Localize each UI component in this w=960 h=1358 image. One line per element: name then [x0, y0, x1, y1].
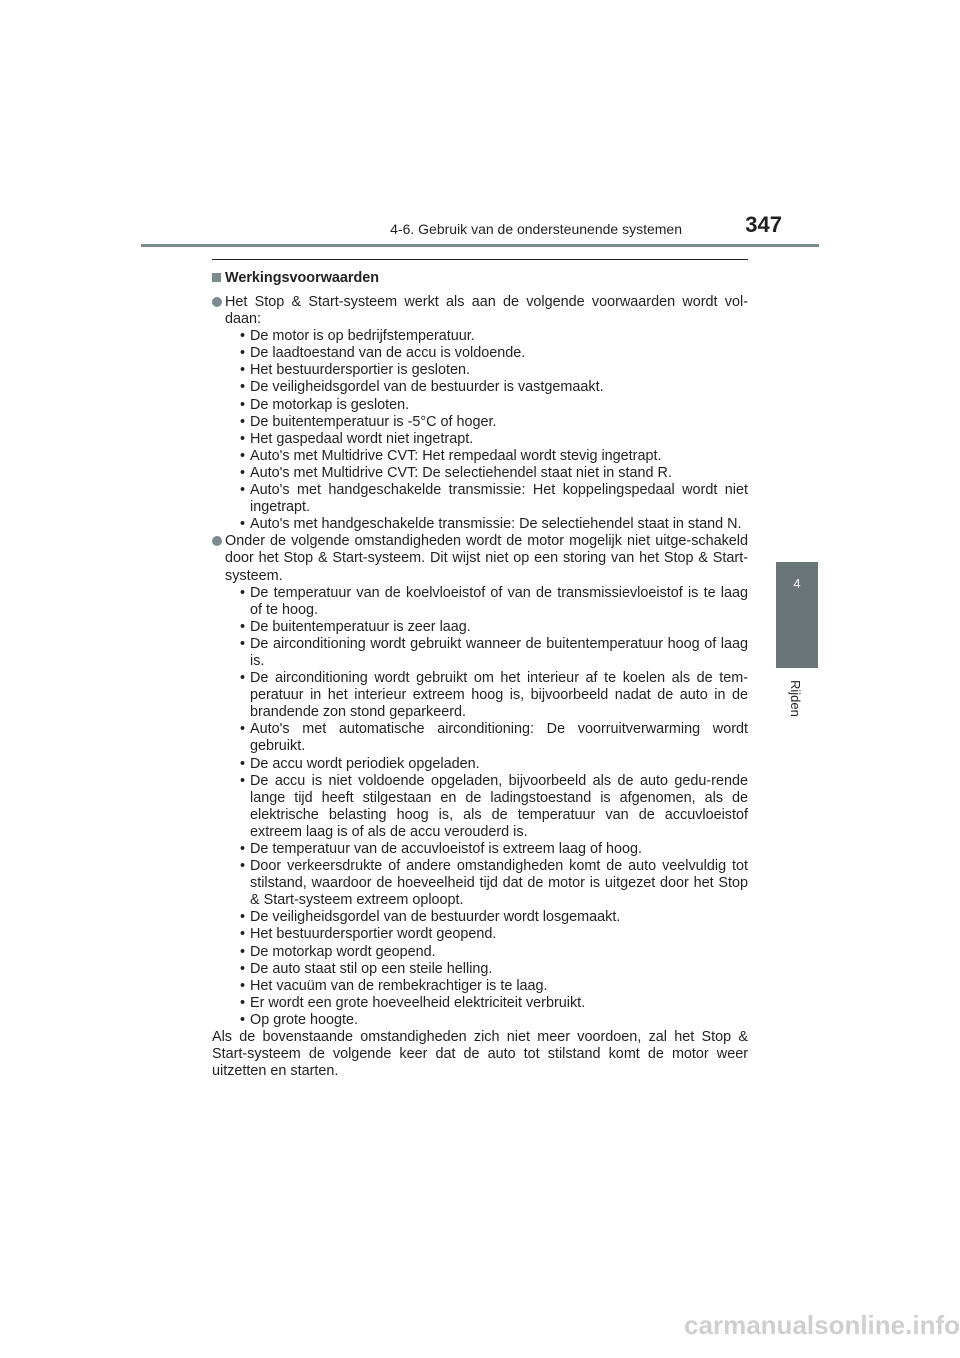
bullet-dot-icon: •: [240, 1011, 246, 1028]
bullet-list-item-text: Auto's met automatische airconditioning: De voorruitverwarming wordt gebruikt.: [250, 721, 748, 755]
bullet-dot-icon: •: [240, 960, 246, 977]
bullet-list-item-text: Het bestuurdersportier wordt geopend.: [250, 926, 497, 943]
bullet-dot-icon: •: [240, 379, 246, 396]
closing-paragraph: Als de bovenstaande omstandigheden zich niet meer voordoen, zal het Stop & Start-systeem de volgende keer dat de auto tot stilstand komt de motor weer uitzetten en starten.: [212, 1029, 748, 1080]
header-divider: [141, 244, 819, 247]
bullet-list-item-text: De buitentemperatuur is zeer laag.: [250, 618, 471, 635]
bullet-list-item-text: De airconditioning wordt gebruikt wanneer de buitentemperatuur hoog of laag is.: [250, 635, 748, 669]
bullet-list-item-text: De motor is op bedrijfstemperatuur.: [250, 328, 475, 345]
bullet-dot-icon: •: [240, 943, 246, 960]
bullet-list-item-text: De accu wordt periodiek opgeladen.: [250, 755, 480, 772]
bullet-dot-icon: •: [240, 909, 246, 926]
bullet-dot-icon: •: [240, 464, 246, 481]
bullet-dot-icon: •: [240, 926, 246, 943]
bullet-dot-icon: •: [240, 482, 246, 499]
bullet-list-item-text: De airconditioning wordt gebruikt om het interieur af te koelen als de tem-peratuur in het interieur extreem hoog is, bijvoorbeeld nadat de auto in de brandende zon stond geparkeerd.: [250, 670, 748, 721]
bullet-list-item: [225, 516, 748, 533]
page-content: [212, 268, 748, 1080]
bullet-list-item-text: De temperatuur van de koelvloeistof of van de transmissievloeistof is te laag of te hoog.: [250, 584, 748, 618]
bullet-list-item: [225, 961, 748, 978]
bullet-list-item: [225, 585, 748, 619]
bullet-dot-icon: •: [240, 635, 246, 652]
section-heading-text: Werkingsvoorwaarden: [225, 270, 380, 286]
bullet-dot-icon: •: [240, 345, 246, 362]
bullet-list-item: [225, 978, 748, 995]
bullet-list-item-text: Auto's met handgeschakelde transmissie: Het koppelingspedaal wordt niet ingetrapt.: [250, 482, 748, 516]
bullet-list-item: [225, 345, 748, 362]
bullet-list-item: [225, 721, 748, 755]
square-bullet-icon: [212, 273, 221, 282]
bullet-list-item-text: De laadtoestand van de accu is voldoende.: [250, 345, 526, 362]
bullet-list-item: [225, 773, 748, 841]
circle-bullet-icon: [212, 536, 222, 546]
bullet-list-item: [225, 944, 748, 961]
bullet-dot-icon: •: [240, 447, 246, 464]
bullet-list-item: [225, 448, 748, 465]
page-number: 347: [745, 212, 782, 237]
bullet-dot-icon: •: [240, 328, 246, 345]
bullet-list-item: [225, 619, 748, 636]
bullet-dot-icon: •: [240, 584, 246, 601]
bullet-dot-icon: •: [240, 362, 246, 379]
condition-item-exceptions: [212, 533, 748, 1029]
bullet-list-item-text: De motorkap wordt geopend.: [250, 943, 436, 960]
bullet-list-item: [225, 926, 748, 943]
bullet-list-item-text: Op grote hoogte.: [250, 1011, 359, 1028]
bullet-list-item-text: De auto staat stil op een steile helling.: [250, 960, 493, 977]
bullet-list-item-text: De buitentemperatuur is -5°C of hoger.: [250, 413, 497, 430]
section-header-title: 4-6. Gebruik van de ondersteunende systemen: [390, 221, 682, 237]
bullet-dot-icon: •: [240, 618, 246, 635]
bullet-list-item: [225, 431, 748, 448]
bullet-dot-icon: •: [240, 772, 246, 789]
condition-list: [225, 328, 748, 533]
bullet-list-item: [225, 636, 748, 670]
bullet-list-item: [225, 1012, 748, 1029]
chapter-tab-label: Rijden: [788, 680, 803, 717]
bullet-dot-icon: •: [240, 516, 246, 533]
condition-item-text: Het Stop & Start-systeem werkt als aan de volgende voorwaarden wordt vol-daan:: [225, 294, 748, 328]
bullet-list-item-text: Het gaspedaal wordt niet ingetrapt.: [250, 430, 474, 447]
watermark-text: carmanualsonline.info: [684, 1310, 960, 1340]
bullet-list-item-text: De temperatuur van de accuvloeistof is extreem laag of hoog.: [250, 841, 642, 857]
bullet-list-item: [225, 414, 748, 431]
section-heading: [212, 268, 748, 288]
bullet-dot-icon: •: [240, 994, 246, 1011]
bullet-list-item: [225, 841, 748, 858]
bullet-dot-icon: •: [240, 755, 246, 772]
chapter-tab-number: 4: [793, 576, 801, 591]
bullet-list-item-text: Auto's met handgeschakelde transmissie: De selectiehendel staat in stand N.: [250, 516, 742, 533]
condition-item-operation: [212, 294, 748, 533]
exception-list: [225, 585, 748, 1029]
bullet-list-item-text: Auto's met Multidrive CVT: De selectiehendel staat niet in stand R.: [250, 464, 672, 481]
bullet-dot-icon: •: [240, 430, 246, 447]
bullet-list-item: [225, 995, 748, 1012]
bullet-list-item-text: Het bestuurdersportier is gesloten.: [250, 362, 470, 379]
bullet-dot-icon: •: [240, 841, 246, 857]
bullet-list-item-text: De motorkap is gesloten.: [250, 396, 410, 413]
bullet-dot-icon: •: [240, 721, 246, 738]
bullet-list-item: [225, 328, 748, 345]
bullet-list-item-text: Door verkeersdrukte of andere omstandigheden komt de auto veelvuldig tot stilstand, waardoor de hoeveelheid tijd dat de motor is uitgezet door het Stop & Start-systeem extreem oploopt.: [250, 858, 748, 909]
bullet-list-item-text: De veiligheidsgordel van de bestuurder is vastgemaakt.: [250, 379, 604, 396]
circle-bullet-icon: [212, 297, 222, 307]
bullet-dot-icon: •: [240, 396, 246, 413]
bullet-list-item: [225, 858, 748, 909]
bullet-list-item-text: Het vacuüm van de rembekrachtiger is te laag.: [250, 977, 548, 994]
bullet-list-item: [225, 482, 748, 516]
bullet-list-item: [225, 379, 748, 396]
condition-item-text: Onder de volgende omstandigheden wordt de motor mogelijk niet uitge-schakeld door het Stop & Start-systeem. Dit wijst niet op een storing van het Stop & Start-systeem.: [225, 533, 748, 584]
bullet-list-item-text: Er wordt een grote hoeveelheid elektriciteit verbruikt.: [250, 994, 586, 1011]
bullet-list-item: [225, 362, 748, 379]
bullet-dot-icon: •: [240, 670, 246, 687]
bullet-list-item: [225, 670, 748, 721]
bullet-dot-icon: •: [240, 977, 246, 994]
bullet-dot-icon: •: [240, 413, 246, 430]
bullet-list-item-text: Auto's met Multidrive CVT: Het rempedaal wordt stevig ingetrapt.: [250, 447, 662, 464]
bullet-dot-icon: •: [240, 858, 246, 875]
bullet-list-item: [225, 909, 748, 926]
bullet-list-item-text: De veiligheidsgordel van de bestuurder wordt losgemaakt.: [250, 909, 621, 926]
bullet-list-item: [225, 756, 748, 773]
bullet-list-item-text: De accu is niet voldoende opgeladen, bijvoorbeeld als de auto gedu-rende lange tijd heeft stilgestaan en de ladingstoestand is afgenomen, als de elektrische belasting hoog is, als de temperatuur van de accuvloeistof extreem laag is of als de accu verouderd is.: [250, 772, 748, 840]
bullet-list-item: [225, 397, 748, 414]
bullet-list-item: [225, 465, 748, 482]
content-top-rule: [212, 259, 748, 260]
